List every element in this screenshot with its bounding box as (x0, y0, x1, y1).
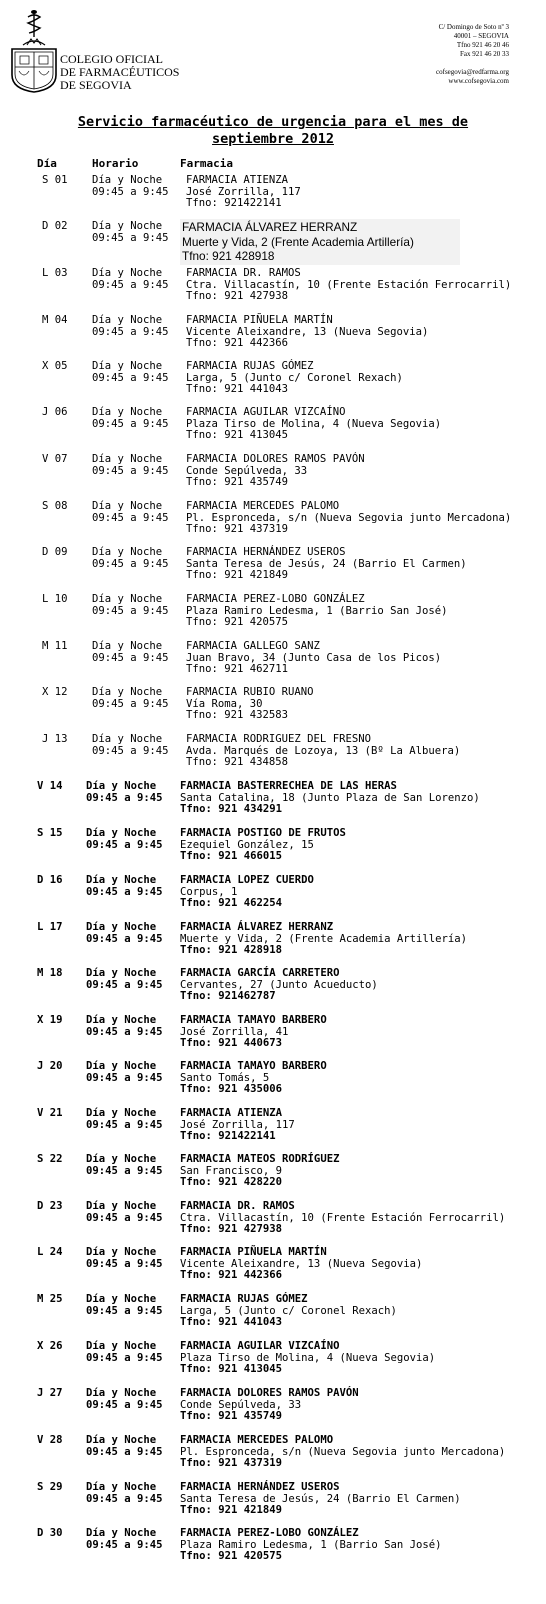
pharmacy-phone: Tfno: 921 437319 (180, 1457, 283, 1470)
day-cell: M 04 (42, 314, 68, 326)
day-cell: X 05 (42, 360, 68, 372)
schedule-cell (92, 454, 169, 477)
column-header-day: Día (37, 157, 57, 170)
schedule-cell (92, 594, 169, 617)
schedule-label: Día y Noche (92, 360, 163, 372)
pharmacy-address: Cervantes, 27 (Junto Acueducto) (180, 978, 378, 991)
table-row (0, 593, 546, 639)
pharmacy-name: FARMACIA PIÑUELA MARTÍN (186, 314, 333, 326)
pharmacy-cell (180, 1061, 327, 1096)
pharmacy-cell (186, 687, 314, 722)
pharmacy-name: FARMACIA RUJAS GÓMEZ (180, 1293, 308, 1305)
schedule-cell (86, 1061, 163, 1084)
pharmacy-name: FARMACIA BASTERRECHEA DE LAS HERAS (180, 780, 397, 792)
day-cell: M 18 (37, 967, 63, 979)
pharmacy-cell (186, 315, 428, 350)
pharmacy-address: Santo Tomás, 5 (180, 1071, 270, 1084)
schedule-hours: 09:45 a 9:45 (92, 744, 169, 757)
contact-info (436, 23, 509, 86)
pharmacy-phone: Tfno: 921 420575 (186, 616, 289, 629)
pharmacy-cell (180, 1482, 461, 1517)
pharmacy-name: FARMACIA AGUILAR VIZCAÍNO (180, 1340, 340, 1352)
pharmacy-address: San Francisco, 9 (180, 1164, 283, 1177)
pharmacy-name: FARMACIA MATEOS RODRÍGUEZ (180, 1153, 340, 1165)
schedule-cell (86, 781, 163, 804)
pharmacy-cell (180, 781, 480, 816)
pharmacy-phone: Tfno: 921 442366 (186, 337, 289, 350)
day-cell: J 27 (37, 1387, 63, 1399)
table-row (0, 220, 546, 266)
schedule-hours: 09:45 a 9:45 (92, 557, 169, 570)
schedule-label: Día y Noche (92, 267, 163, 279)
pharmacy-address: Corpus, 1 (180, 885, 238, 898)
schedule-cell (86, 1482, 163, 1505)
column-header-pharmacy: Farmacia (180, 157, 233, 170)
day-cell: D 23 (37, 1200, 63, 1212)
table-row (0, 360, 546, 406)
schedule-cell (86, 1154, 163, 1177)
schedule-label: Día y Noche (86, 1107, 157, 1119)
schedule-hours: 09:45 a 9:45 (86, 1025, 163, 1038)
schedule-cell (86, 1015, 163, 1038)
pharmacy-name: FARMACIA RUJAS GÓMEZ (186, 360, 314, 372)
schedule-hours: 09:45 a 9:45 (92, 185, 169, 198)
pharmacy-name: FARMACIA RUBIO RUANO (186, 686, 314, 698)
pharmacy-name: FARMACIA PEREZ-LOBO GONZÁLEZ (180, 1527, 359, 1539)
day-cell: L 17 (37, 921, 63, 933)
schedule-label: Día y Noche (86, 1200, 157, 1212)
pharmacy-cell (180, 1108, 295, 1143)
pharmacy-address: Vía Roma, 30 (186, 697, 263, 710)
pharmacy-phone: Tfno: 921 466015 (180, 850, 283, 863)
pharmacy-address: Santa Teresa de Jesús, 24 (Barrio El Carmen) (186, 557, 467, 570)
schedule-cell (86, 1294, 163, 1317)
schedule-label: Día y Noche (86, 921, 157, 933)
table-row (0, 874, 546, 920)
schedule-label: Día y Noche (92, 174, 163, 186)
schedule-cell (86, 1247, 163, 1270)
pharmacy-cell (186, 734, 460, 769)
pharmacy-cell (180, 828, 346, 863)
pharmacy-cell (180, 1154, 339, 1189)
schedule-cell (86, 1341, 163, 1364)
pharmacy-cell (180, 1294, 397, 1329)
pharmacy-phone: Tfno: 921 434291 (180, 803, 283, 816)
pharmacy-phone: Tfno: 921 428220 (180, 1176, 283, 1189)
pharmacy-phone: Tfno: 921 437319 (186, 523, 289, 536)
pharmacy-name: FARMACIA ÁLVAREZ HERRANZ (182, 220, 358, 234)
pharmacy-phone: Tfno: 921 413045 (180, 1363, 283, 1376)
pharmacy-cell (180, 1247, 422, 1282)
pharmacy-phone: Tfno: 921 432583 (186, 709, 289, 722)
day-cell: X 12 (42, 686, 68, 698)
schedule-label: Día y Noche (86, 1340, 157, 1352)
day-cell: S 29 (37, 1481, 63, 1493)
schedule-cell (92, 221, 169, 244)
day-cell: D 02 (42, 220, 68, 232)
pharmacy-phone: Tfno: 921 421849 (180, 1504, 283, 1517)
schedule-cell (92, 687, 169, 710)
schedule-hours: 09:45 a 9:45 (92, 278, 169, 291)
schedule-cell (86, 828, 163, 851)
table-row (0, 1293, 546, 1339)
pharmacy-name: FARMACIA ÁLVAREZ HERRANZ (180, 921, 334, 933)
day-cell: S 08 (42, 500, 68, 512)
day-cell: J 13 (42, 733, 68, 745)
table-row (0, 1387, 546, 1433)
pharmacy-address: Larga, 5 (Junto c/ Coronel Rexach) (180, 1304, 397, 1317)
pharmacy-name: FARMACIA PIÑUELA MARTÍN (180, 1246, 327, 1258)
pharmacy-name: FARMACIA DOLORES RAMOS PAVÓN (180, 1387, 359, 1399)
day-cell: V 28 (37, 1434, 63, 1446)
pharmacy-cell (180, 1015, 327, 1050)
pharmacy-cell (180, 1435, 505, 1470)
schedule-cell (92, 361, 169, 384)
schedule-hours: 09:45 a 9:45 (86, 1351, 163, 1364)
schedule-cell (92, 315, 169, 338)
schedule-cell (86, 1201, 163, 1224)
schedule-hours: 09:45 a 9:45 (86, 885, 163, 898)
day-cell: V 14 (37, 780, 63, 792)
table-row (0, 827, 546, 873)
schedule-label: Día y Noche (86, 1060, 157, 1072)
schedule-label: Día y Noche (92, 593, 163, 605)
pharmacy-address: Conde Sepúlveda, 33 (186, 464, 308, 477)
pharmacy-address: Ctra. Villacastín, 10 (Frente Estación Ferrocarril) (180, 1211, 506, 1224)
table-row (0, 921, 546, 967)
pharmacy-address: José Zorrilla, 117 (186, 185, 301, 198)
schedule-cell (92, 268, 169, 291)
schedule-hours: 09:45 a 9:45 (86, 1118, 163, 1131)
schedule-label: Día y Noche (86, 1153, 157, 1165)
pharmacy-name: FARMACIA AGUILAR VIZCAÍNO (186, 406, 346, 418)
table-row (0, 546, 546, 592)
schedule-label: Día y Noche (86, 874, 157, 886)
day-cell: M 25 (37, 1293, 63, 1305)
schedule-label: Día y Noche (92, 500, 163, 512)
pharmacy-phone: Tfno: 921 427938 (186, 290, 289, 303)
pharmacy-cell (180, 875, 314, 910)
day-cell: L 03 (42, 267, 68, 279)
pharmacy-cell (186, 175, 301, 210)
schedule-label: Día y Noche (86, 827, 157, 839)
table-row (0, 1153, 546, 1199)
pharmacy-address: Vicente Aleixandre, 13 (Nueva Segovia) (180, 1257, 423, 1270)
pharmacy-address: Santa Teresa de Jesús, 24 (Barrio El Carmen) (180, 1492, 461, 1505)
email-link[interactable]: cofsegovia@redfarma.org (436, 68, 509, 76)
pharmacy-address: Pl. Espronceda, s/n (Nueva Segovia junto Mercadona) (180, 1445, 506, 1458)
pharmacy-cell (180, 1341, 435, 1376)
schedule-cell (86, 1435, 163, 1458)
pharmacy-phone: Tfno: 921 435006 (180, 1083, 283, 1096)
pharmacy-cell (186, 361, 403, 396)
pharmacy-phone: Tfno: 921422141 (180, 1130, 276, 1143)
schedule-label: Día y Noche (92, 453, 163, 465)
table-row (0, 1014, 546, 1060)
pharmacy-cell (186, 501, 511, 536)
pharmacy-cell (180, 922, 467, 957)
table-row (0, 640, 546, 686)
schedule-label: Día y Noche (92, 406, 163, 418)
address-line: C/ Domingo de Soto nº 3 (438, 23, 509, 31)
pharmacy-name: FARMACIA MERCEDES PALOMO (180, 1434, 334, 1446)
table-row (0, 406, 546, 452)
pharmacy-phone: Tfno: 921 435749 (186, 476, 289, 489)
schedule-cell (92, 734, 169, 757)
schedule-hours: 09:45 a 9:45 (92, 651, 169, 664)
schedule-hours: 09:45 a 9:45 (86, 838, 163, 851)
schedule-cell (92, 501, 169, 524)
pharmacy-name: FARMACIA DOLORES RAMOS PAVÓN (186, 453, 365, 465)
pharmacy-address: José Zorrilla, 117 (180, 1118, 295, 1131)
pharmacy-address: Ezequiel González, 15 (180, 838, 314, 851)
pharmacy-phone: Tfno: 921 427938 (180, 1223, 283, 1236)
pharmacy-address: José Zorrilla, 41 (180, 1025, 289, 1038)
table-row (0, 780, 546, 826)
table-row (0, 1340, 546, 1386)
day-cell: D 30 (37, 1527, 63, 1539)
pharmacy-name: FARMACIA DR. RAMOS (186, 267, 301, 279)
table-row (0, 686, 546, 732)
schedule-cell (86, 968, 163, 991)
table-row (0, 733, 546, 779)
day-cell: M 11 (42, 640, 68, 652)
pharmacy-name: FARMACIA ATIENZA (186, 174, 289, 186)
pharmacy-phone: Tfno: 921 440673 (180, 1037, 283, 1050)
day-cell: J 06 (42, 406, 68, 418)
pharmacy-cell (180, 219, 460, 265)
table-row (0, 453, 546, 499)
pharmacy-name: FARMACIA GALLEGO SANZ (186, 640, 320, 652)
schedule-hours: 09:45 a 9:45 (86, 1538, 163, 1551)
pharmacy-address: Juan Bravo, 34 (Junto Casa de los Picos) (186, 651, 442, 664)
pharmacy-name: FARMACIA TAMAYO BARBERO (180, 1014, 327, 1026)
pharmacy-name: FARMACIA GARCÍA CARRETERO (180, 967, 340, 979)
day-cell: X 19 (37, 1014, 63, 1026)
schedule-hours: 09:45 a 9:45 (92, 604, 169, 617)
pharmacy-phone: Tfno: 921 434858 (186, 756, 289, 769)
pharmacy-address: Larga, 5 (Junto c/ Coronel Rexach) (186, 371, 403, 384)
day-cell: V 07 (42, 453, 68, 465)
pharmacy-name: FARMACIA HERNÁNDEZ USEROS (180, 1481, 340, 1493)
schedule-hours: 09:45 a 9:45 (92, 371, 169, 384)
address-line: 40001 – SEGOVIA (453, 32, 509, 40)
pharmacy-address: Muerte y Vida, 2 (Frente Academia Artillería) (180, 932, 468, 945)
pharmacy-phone: Tfno: 921 442366 (180, 1269, 283, 1282)
day-cell: S 22 (37, 1153, 63, 1165)
schedule-cell (92, 547, 169, 570)
schedule-hours: 09:45 a 9:45 (92, 325, 169, 338)
pharmacy-cell (186, 547, 467, 582)
schedule-hours: 09:45 a 9:45 (86, 978, 163, 991)
pharmacy-cell (186, 594, 448, 629)
table-row (0, 1481, 546, 1527)
pharmacy-name: FARMACIA TAMAYO BARBERO (180, 1060, 327, 1072)
pharmacy-address: Plaza Tirso de Molina, 4 (Nueva Segovia) (186, 417, 442, 430)
pharmacy-address: Ctra. Villacastín, 10 (Frente Estación Ferrocarril) (186, 278, 512, 291)
pharmacy-phone: Tfno: 921 413045 (186, 429, 289, 442)
schedule-hours: 09:45 a 9:45 (86, 791, 163, 804)
college-crest-logo (9, 9, 59, 93)
pharmacy-phone: Tfno: 921 441043 (180, 1316, 283, 1329)
pharmacy-name: FARMACIA DR. RAMOS (180, 1200, 295, 1212)
pharmacy-name: FARMACIA RODRIGUEZ DEL FRESNO (186, 733, 371, 745)
schedule-hours: 09:45 a 9:45 (86, 1492, 163, 1505)
schedule-hours: 09:45 a 9:45 (92, 511, 169, 524)
schedule-label: Día y Noche (92, 733, 163, 745)
column-header-schedule: Horario (92, 157, 139, 170)
table-row (0, 1434, 546, 1480)
table-row (0, 1107, 546, 1153)
day-cell: L 24 (37, 1246, 63, 1258)
day-cell: L 10 (42, 593, 68, 605)
day-cell: V 21 (37, 1107, 63, 1119)
schedule-cell (86, 922, 163, 945)
letterhead (0, 0, 546, 100)
table-row (0, 314, 546, 360)
schedule-hours: 09:45 a 9:45 (86, 1071, 163, 1084)
table-row (0, 1060, 546, 1106)
pharmacy-cell (186, 407, 441, 442)
pharmacy-name: FARMACIA LOPEZ CUERDO (180, 874, 314, 886)
pharmacy-phone: Tfno: 921 462711 (186, 663, 289, 676)
website-link[interactable]: www.cofsegovia.com (448, 77, 509, 85)
pharmacy-cell (186, 454, 365, 489)
table-row (0, 1200, 546, 1246)
pharmacy-address: Avda. Marqués de Lozoya, 13 (Bº La Albuera) (186, 744, 461, 757)
pharmacy-address: Plaza Ramiro Ledesma, 1 (Barrio San José) (186, 604, 448, 617)
schedule-label: Día y Noche (92, 640, 163, 652)
schedule-label: Día y Noche (86, 967, 157, 979)
pharmacy-phone: Tfno: 921 441043 (186, 383, 289, 396)
pharmacy-cell (180, 968, 378, 1003)
schedule-label: Día y Noche (92, 546, 163, 558)
pharmacy-name: FARMACIA ATIENZA (180, 1107, 283, 1119)
table-row (0, 500, 546, 546)
pharmacy-address: Conde Sepúlveda, 33 (180, 1398, 302, 1411)
pharmacy-cell (180, 1201, 505, 1236)
schedule-label: Día y Noche (86, 1481, 157, 1493)
pharmacy-address: Muerte y Vida, 2 (Frente Academia Artillería) (182, 234, 414, 249)
schedule-hours: 09:45 a 9:45 (92, 697, 169, 710)
schedule-cell (92, 641, 169, 664)
schedule-cell (86, 875, 163, 898)
schedule-hours: 09:45 a 9:45 (86, 1211, 163, 1224)
document-title: Servicio farmacéutico de urgencia para el mes de septiembre 2012 (77, 114, 469, 147)
schedule-label: Día y Noche (86, 1293, 157, 1305)
schedule-hours: 09:45 a 9:45 (86, 1304, 163, 1317)
schedule-hours: 09:45 a 9:45 (86, 932, 163, 945)
organization-name: COLEGIO OFICIAL DE FARMACÉUTICOS DE SEGOVIA (60, 52, 180, 92)
schedule-label: Día y Noche (86, 1246, 157, 1258)
schedule-hours: 09:45 a 9:45 (92, 231, 169, 244)
schedule-label: Día y Noche (92, 314, 163, 326)
pharmacy-phone: Tfno: 921 420575 (180, 1550, 283, 1563)
pharmacy-phone: Tfno: 921 462254 (180, 897, 283, 910)
day-cell: S 15 (37, 827, 63, 839)
schedule-label: Día y Noche (92, 686, 163, 698)
table-row (0, 1527, 546, 1573)
schedule-cell (92, 175, 169, 198)
table-row (0, 267, 546, 313)
day-cell: D 16 (37, 874, 63, 886)
table-row (0, 174, 546, 220)
day-cell: J 20 (37, 1060, 63, 1072)
pharmacy-cell (186, 268, 511, 303)
schedule-cell (86, 1528, 163, 1551)
table-row (0, 1246, 546, 1292)
pharmacy-phone: Tfno: 921462787 (180, 990, 276, 1003)
schedule-label: Día y Noche (86, 780, 157, 792)
schedule-hours: 09:45 a 9:45 (86, 1164, 163, 1177)
pharmacy-address: Vicente Aleixandre, 13 (Nueva Segovia) (186, 325, 429, 338)
pharmacy-address: Plaza Ramiro Ledesma, 1 (Barrio San José) (180, 1538, 442, 1551)
pharmacy-cell (180, 1388, 359, 1423)
pharmacy-phone: Tfno: 921 428918 (182, 249, 275, 263)
pharmacy-cell (186, 641, 441, 676)
pharmacy-phone: Tfno: 921 435749 (180, 1410, 283, 1423)
schedule-hours: 09:45 a 9:45 (92, 417, 169, 430)
day-cell: S 01 (42, 174, 68, 186)
fax-line: Fax 921 46 20 33 (460, 50, 509, 58)
pharmacy-phone: Tfno: 921422141 (186, 197, 282, 210)
pharmacy-name: FARMACIA PEREZ-LOBO GONZÁLEZ (186, 593, 365, 605)
schedule-label: Día y Noche (92, 220, 163, 232)
schedule-label: Día y Noche (86, 1387, 157, 1399)
pharmacy-address: Santa Catalina, 18 (Junto Plaza de San Lorenzo) (180, 791, 480, 804)
schedule-cell (92, 407, 169, 430)
schedule-label: Día y Noche (86, 1434, 157, 1446)
pharmacy-address: Plaza Tirso de Molina, 4 (Nueva Segovia) (180, 1351, 436, 1364)
schedule-label: Día y Noche (86, 1527, 157, 1539)
day-cell: D 09 (42, 546, 68, 558)
schedule-hours: 09:45 a 9:45 (86, 1257, 163, 1270)
pharmacy-name: FARMACIA POSTIGO DE FRUTOS (180, 827, 346, 839)
schedule-cell (86, 1108, 163, 1131)
pharmacy-cell (180, 1528, 442, 1563)
schedule-label: Día y Noche (86, 1014, 157, 1026)
schedule-hours: 09:45 a 9:45 (86, 1445, 163, 1458)
phone-line: Tfno 921 46 20 46 (456, 41, 509, 49)
day-cell: X 26 (37, 1340, 63, 1352)
schedule-hours: 09:45 a 9:45 (86, 1398, 163, 1411)
pharmacy-phone: Tfno: 921 421849 (186, 569, 289, 582)
table-row (0, 967, 546, 1013)
pharmacy-name: FARMACIA MERCEDES PALOMO (186, 500, 340, 512)
pharmacy-address: Pl. Espronceda, s/n (Nueva Segovia junto Mercadona) (186, 511, 512, 524)
pharmacy-phone: Tfno: 921 428918 (180, 944, 283, 957)
schedule-cell (86, 1388, 163, 1411)
schedule-hours: 09:45 a 9:45 (92, 464, 169, 477)
pharmacy-name: FARMACIA HERNÁNDEZ USEROS (186, 546, 346, 558)
